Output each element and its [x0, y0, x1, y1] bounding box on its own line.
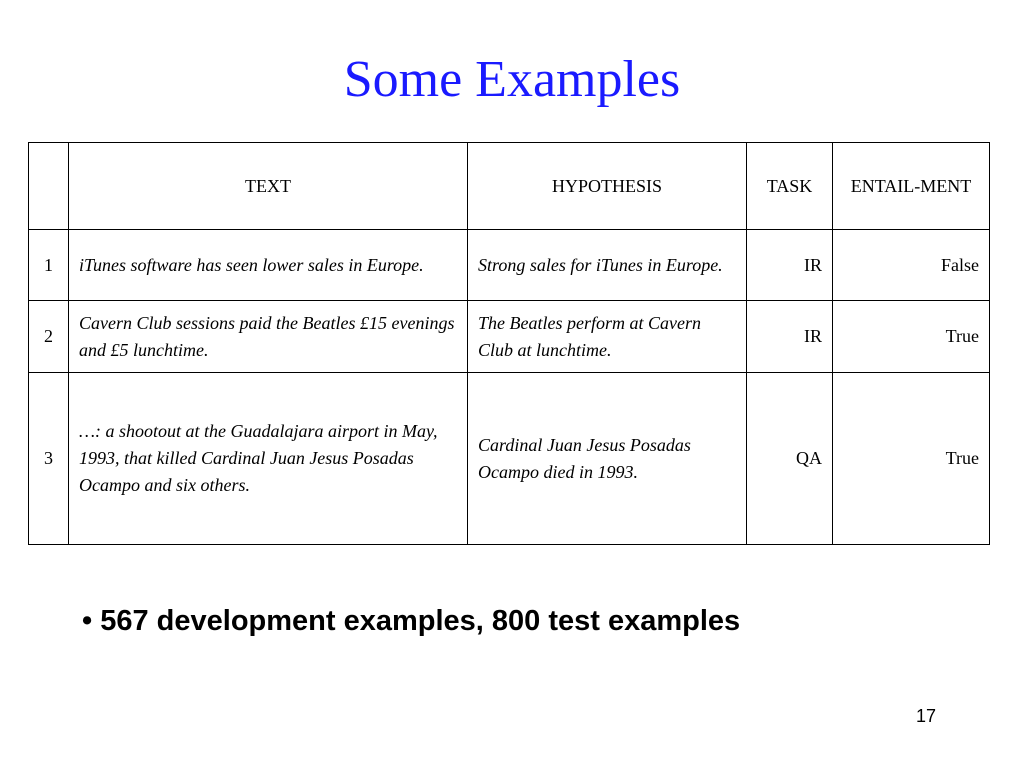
row-number: 1 — [29, 230, 69, 301]
bullet-marker: • — [82, 605, 101, 637]
text-cell: Cavern Club sessions paid the Beatles £15 evenings and £5 lunchtime. — [69, 301, 468, 373]
bullet-text: 567 development examples, 800 test examples — [100, 605, 741, 637]
page-number: 17 — [915, 706, 936, 726]
task-cell: QA — [747, 373, 833, 545]
entailment-cell: True — [833, 301, 990, 373]
table-row — [29, 230, 990, 301]
table-header-row — [29, 143, 990, 230]
text-cell: iTunes software has seen lower sales in Europe. — [69, 230, 468, 301]
table-row — [29, 301, 990, 373]
examples-table — [28, 142, 990, 545]
task-cell: IR — [747, 301, 833, 373]
header-num — [29, 143, 69, 230]
row-number: 3 — [29, 373, 69, 545]
bullet-item — [82, 601, 740, 641]
hypothesis-cell: Cardinal Juan Jesus Posadas Ocampo died in 1993. — [468, 373, 747, 545]
task-cell: IR — [747, 230, 833, 301]
header-text: TEXT — [69, 143, 468, 230]
table-row — [29, 373, 990, 545]
header-task: TASK — [747, 143, 833, 230]
hypothesis-cell: The Beatles perform at Cavern Club at lunchtime. — [468, 301, 747, 373]
entailment-cell: False — [833, 230, 990, 301]
header-hypothesis: HYPOTHESIS — [468, 143, 747, 230]
slide-title: Some Examples — [343, 51, 681, 108]
hypothesis-cell: Strong sales for iTunes in Europe. — [468, 230, 747, 301]
header-entailment: ENTAIL-MENT — [833, 143, 990, 230]
text-cell: …: a shootout at the Guadalajara airport in May, 1993, that killed Cardinal Juan Jesus Posadas Ocampo and six others. — [69, 373, 468, 545]
row-number: 2 — [29, 301, 69, 373]
entailment-cell: True — [833, 373, 990, 545]
